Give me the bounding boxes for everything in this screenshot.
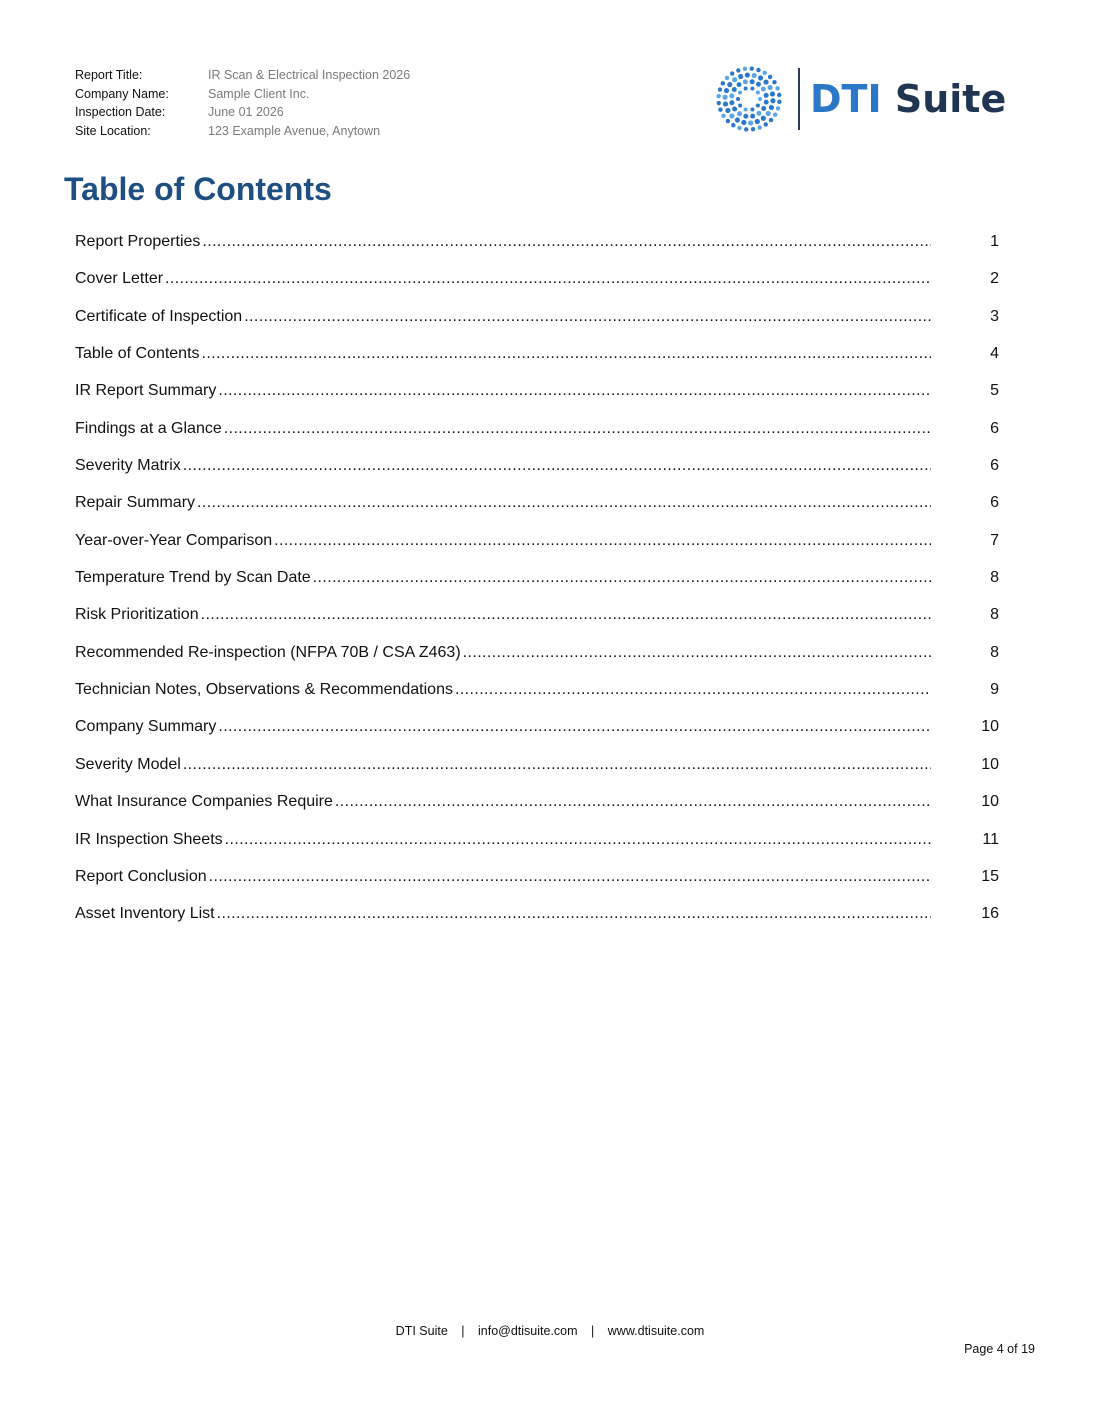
toc-dot-leader <box>202 233 931 251</box>
logo-dot <box>743 79 748 84</box>
logo-dot <box>750 114 755 119</box>
logo-dot <box>726 119 730 123</box>
logo-dot <box>756 103 760 107</box>
toc-entry-page-number: 10 <box>981 793 999 811</box>
logo-dot <box>777 100 781 104</box>
toc-entry-label: Certificate of Inspection <box>75 307 243 325</box>
company-name-label: Company Name: <box>75 86 169 101</box>
toc-entry-title-with-leader <box>75 905 931 923</box>
toc-entry[interactable] <box>75 756 999 793</box>
toc-entry[interactable] <box>75 233 999 270</box>
logo-dot <box>758 75 763 80</box>
logo-dot <box>737 126 741 130</box>
toc-entry-page-number: 8 <box>990 569 999 587</box>
toc-dot-leader <box>335 793 931 811</box>
toc-entry-label: IR Report Summary <box>75 382 217 400</box>
logo-dot <box>718 87 722 91</box>
logo-dot <box>761 116 766 121</box>
logo-dot <box>738 91 742 95</box>
logo-dot <box>768 85 773 90</box>
logo-dot <box>762 71 766 75</box>
logo-dot <box>750 107 754 111</box>
toc-entry-title-with-leader <box>75 308 931 326</box>
toc-entry[interactable] <box>75 382 999 419</box>
logo-dot <box>751 127 755 131</box>
toc-entry-page-number: 6 <box>990 457 999 475</box>
toc-entry-page-number: 6 <box>990 419 999 437</box>
toc-entry-title-with-leader <box>75 868 931 886</box>
logo-dot <box>732 87 737 92</box>
logo-divider <box>798 68 800 130</box>
logo-dot <box>732 77 737 82</box>
toc-dot-leader <box>313 569 931 587</box>
toc-dot-leader <box>274 532 931 550</box>
toc-dot-leader <box>209 868 931 886</box>
toc-entry[interactable] <box>75 308 999 345</box>
logo-dot <box>736 97 740 101</box>
toc-entry[interactable] <box>75 905 999 942</box>
toc-entry-title-with-leader <box>75 718 931 736</box>
toc-entry-title-with-leader <box>75 793 931 811</box>
toc-dot-leader <box>244 308 931 326</box>
logo-dot <box>727 82 732 87</box>
logo-dot <box>770 91 775 96</box>
toc-entry-label: Table of Contents <box>75 345 200 363</box>
toc-entry-title-with-leader <box>75 457 931 475</box>
logo-dot <box>745 72 750 77</box>
toc-dot-leader <box>183 756 931 774</box>
logo-dot <box>768 75 772 79</box>
page-title: Table of Contents <box>64 171 332 207</box>
logo-dot <box>769 118 773 122</box>
toc-entry[interactable] <box>75 606 999 643</box>
toc-entry-label: Risk Prioritization <box>75 606 199 624</box>
logo-dot <box>775 86 779 90</box>
logo-dot <box>722 95 727 100</box>
logo-dot <box>729 93 734 98</box>
toc-entry[interactable] <box>75 569 999 606</box>
footer-separator: | <box>591 1324 595 1338</box>
logo-dot <box>756 111 761 116</box>
toc-dot-leader <box>165 270 931 288</box>
toc-entry-label: Technician Notes, Observations & Recommendations <box>75 681 453 699</box>
toc-entry-page-number: 3 <box>990 307 999 325</box>
logo-dot <box>770 98 775 103</box>
logo-dot <box>764 93 769 98</box>
logo-dot <box>744 107 748 111</box>
toc-entry-label: Severity Matrix <box>75 457 181 475</box>
toc-entry-label: Repair Summary <box>75 494 196 512</box>
toc-entry-label: Cover Letter <box>75 270 164 288</box>
toc-entry-title-with-leader <box>75 382 931 400</box>
toc-entry-title-with-leader <box>75 831 931 849</box>
logo-dot <box>761 106 766 111</box>
logo-dot <box>755 119 760 124</box>
toc-entry-title-with-leader <box>75 494 931 512</box>
company-name-row <box>75 85 410 104</box>
toc-entry-title-with-leader <box>75 606 931 624</box>
toc-entry-label: What Insurance Companies Require <box>75 793 333 811</box>
logo-dot <box>744 87 748 91</box>
company-name-value: Sample Client Inc. <box>208 86 310 101</box>
footer-company: DTI Suite <box>395 1324 448 1338</box>
logo-dot <box>717 101 721 105</box>
toc-dot-leader <box>201 606 931 624</box>
logo-dot <box>758 97 762 101</box>
inspection-date-value: June 01 2026 <box>208 105 284 120</box>
toc-entry-page-number: 9 <box>990 681 999 699</box>
page-number: Page 4 of 19 <box>964 1342 1035 1356</box>
site-location-label: Site Location: <box>75 123 151 138</box>
site-location-row <box>75 122 410 141</box>
toc-entry[interactable] <box>75 270 999 307</box>
toc-entry-title-with-leader <box>75 420 931 438</box>
toc-dot-leader <box>202 345 931 363</box>
toc-entry-page-number: 6 <box>990 494 999 512</box>
logo-dot <box>738 74 743 79</box>
inspection-date-label: Inspection Date: <box>75 105 166 120</box>
report-title-label: Report Title: <box>75 68 143 82</box>
toc-entry-title-with-leader <box>75 532 931 550</box>
toc-entry-title-with-leader <box>75 270 931 288</box>
logo-dot <box>756 68 760 72</box>
logo-dot <box>725 76 729 80</box>
logo-dot <box>756 91 760 95</box>
footer-website-link[interactable]: www.dtisuite.com <box>607 1324 705 1338</box>
site-location-value: 123 Example Avenue, Anytown <box>208 123 381 138</box>
footer <box>0 1324 1100 1338</box>
report-title-value: IR Scan & Electrical Inspection 2026 <box>208 68 411 82</box>
toc-entry-page-number: 5 <box>990 382 999 400</box>
logo-dot <box>716 94 720 98</box>
logo-dot <box>725 108 730 113</box>
toc-entry[interactable] <box>75 345 999 382</box>
logo-dot <box>750 87 754 91</box>
toc-dot-leader <box>197 494 931 512</box>
logo-dot <box>735 117 740 122</box>
logo-wordmark <box>810 77 1007 121</box>
inspection-date-row <box>75 103 410 122</box>
toc-entry[interactable] <box>75 494 999 531</box>
logo-dot <box>744 127 748 131</box>
toc-entry-label: Findings at a Glance <box>75 419 222 437</box>
logo-dot <box>772 80 776 84</box>
toc-entry-title-with-leader <box>75 569 931 587</box>
toc-entry-title-with-leader <box>75 233 931 251</box>
toc-entry[interactable] <box>75 868 999 905</box>
logo-dot <box>763 79 768 84</box>
toc-dot-leader <box>217 905 931 923</box>
footer-email-link[interactable]: info@dtisuite.com <box>478 1324 578 1338</box>
toc-entry-label: Year-over-Year Comparison <box>75 531 273 549</box>
logo-dot <box>761 87 766 92</box>
logo-dot <box>769 105 774 110</box>
logo-dot <box>743 67 747 71</box>
toc-entry-page-number: 8 <box>990 606 999 624</box>
logo-dot <box>748 120 753 125</box>
report-header-fields <box>75 66 410 140</box>
toc-entry[interactable] <box>75 644 999 681</box>
toc-entry-label: Recommended Re-inspection (NFPA 70B / CSA Z463) <box>75 643 461 661</box>
toc-entry-page-number: 15 <box>981 867 999 885</box>
logo-dot <box>741 120 746 125</box>
toc-entry-label: Company Summary <box>75 718 217 736</box>
dotted-sunburst-logo-icon <box>714 64 784 134</box>
logo-dot <box>718 107 722 111</box>
toc-entry-title-with-leader <box>75 681 931 699</box>
logo-dot <box>721 81 725 85</box>
toc-entry-label: Asset Inventory List <box>75 905 215 923</box>
toc-dot-leader <box>218 718 931 736</box>
toc-entry-page-number: 8 <box>990 643 999 661</box>
footer-separator: | <box>461 1324 465 1338</box>
logo-dot <box>756 82 761 87</box>
logo-dot <box>729 113 734 118</box>
toc-entry-page-number: 2 <box>990 270 999 288</box>
logo-dot <box>764 122 768 126</box>
logo-dot <box>738 103 742 107</box>
toc-entry[interactable] <box>75 457 999 494</box>
logo-dot <box>721 114 725 118</box>
toc-entry[interactable] <box>75 681 999 718</box>
logo-text-suite: Suite <box>894 77 1007 121</box>
logo-dot <box>731 123 735 127</box>
toc-dot-leader <box>463 644 931 662</box>
toc-dot-leader <box>225 831 931 849</box>
toc-entry-page-number: 11 <box>982 830 999 848</box>
logo-dot <box>752 73 757 78</box>
toc-entry-page-number: 10 <box>981 755 999 773</box>
logo-dot <box>750 79 755 84</box>
toc-entry-title-with-leader <box>75 756 931 774</box>
toc-entry[interactable] <box>75 831 999 868</box>
logo-dot <box>743 114 748 119</box>
toc-entry-page-number: 4 <box>990 345 999 363</box>
logo-dot <box>724 88 729 93</box>
logo-dot <box>764 100 769 105</box>
toc-dot-leader <box>183 457 931 475</box>
logo-dot <box>757 125 761 129</box>
toc-entry[interactable] <box>75 793 999 830</box>
toc-entry[interactable] <box>75 420 999 457</box>
dti-suite-logo <box>714 64 1006 134</box>
toc-entry-label: Report Properties <box>75 233 201 250</box>
logo-dot <box>723 101 728 106</box>
logo-dot <box>737 82 742 87</box>
toc-entry-label: Report Conclusion <box>75 867 207 885</box>
logo-dot <box>766 111 771 116</box>
logo-dot <box>732 106 737 111</box>
toc-entry-page-number: 7 <box>990 531 999 549</box>
logo-dot <box>729 100 734 105</box>
report-title-row <box>75 66 410 85</box>
toc-list <box>75 233 999 943</box>
logo-dot <box>773 112 777 116</box>
toc-dot-leader <box>218 382 931 400</box>
toc-entry[interactable] <box>75 718 999 755</box>
toc-entry-page-number: 1 <box>990 233 999 250</box>
logo-dot <box>736 68 740 72</box>
logo-dot <box>730 71 734 75</box>
toc-entry-label: IR Inspection Sheets <box>75 830 223 848</box>
logo-dot <box>737 111 742 116</box>
logo-dot <box>776 106 780 110</box>
toc-dot-leader <box>455 681 931 699</box>
logo-dot <box>750 66 754 70</box>
toc-entry-label: Temperature Trend by Scan Date <box>75 569 311 587</box>
toc-dot-leader <box>224 420 931 438</box>
toc-entry-label: Severity Model <box>75 755 181 773</box>
toc-entry-page-number: 10 <box>981 718 999 736</box>
toc-entry[interactable] <box>75 532 999 569</box>
toc-entry-title-with-leader <box>75 345 931 363</box>
toc-entry-title-with-leader <box>75 644 931 662</box>
toc-entry-page-number: 16 <box>981 905 999 923</box>
logo-text-dti: DTI <box>810 77 882 121</box>
logo-dot <box>777 93 781 97</box>
